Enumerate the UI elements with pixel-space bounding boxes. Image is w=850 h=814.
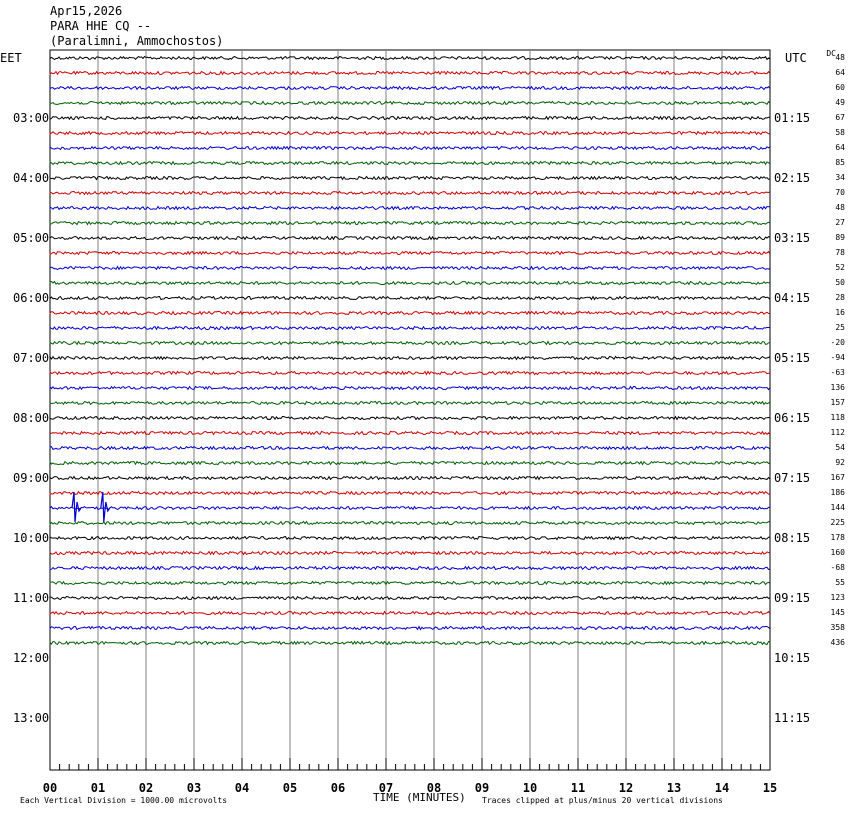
seismic-trace	[50, 492, 770, 495]
dc-offset-value: -94	[830, 353, 845, 362]
seismic-trace	[50, 387, 770, 390]
dc-offset-value: 225	[830, 518, 845, 527]
right-hour-label: 02:15	[774, 171, 811, 185]
dc-offset-value: 89	[835, 233, 845, 242]
dc-offset-value: 70	[835, 188, 845, 197]
dc-offset-value: 145	[830, 608, 845, 617]
seismic-trace	[50, 507, 770, 510]
event-spike	[101, 492, 110, 522]
dc-offset-value: 60	[835, 83, 845, 92]
seismic-trace	[50, 132, 770, 135]
seismic-trace	[50, 402, 770, 405]
seismic-trace	[50, 642, 770, 645]
seismic-trace	[50, 87, 770, 90]
right-hour-label: 11:15	[774, 711, 811, 725]
dc-offset-value: 85	[835, 158, 845, 167]
dc-offset-value: 55	[835, 578, 845, 587]
dc-offset-value: 58	[835, 128, 845, 137]
seismic-trace	[50, 147, 770, 150]
seismic-trace	[50, 192, 770, 195]
station-location: (Paralimni, Ammochostos)	[50, 34, 224, 48]
dc-offset-value: 436	[830, 638, 845, 647]
dc-offset-value: -20	[830, 338, 845, 347]
x-tick-label: 05	[282, 781, 298, 795]
x-tick-label: 14	[714, 781, 730, 795]
seismic-trace	[50, 597, 770, 600]
seismic-trace	[50, 612, 770, 615]
x-tick-label: 13	[666, 781, 682, 795]
dc-offset-value: -68	[830, 563, 845, 572]
right-hour-label: 07:15	[774, 471, 811, 485]
x-tick-label: 07	[378, 781, 394, 795]
dc-offset-value: 64	[835, 68, 845, 77]
seismic-trace	[50, 252, 770, 255]
seismic-trace	[50, 297, 770, 300]
seismic-trace	[50, 447, 770, 450]
dc-offset-value: 112	[830, 428, 845, 437]
right-hour-label: 03:15	[774, 231, 811, 245]
dc-offset-value: 358	[830, 623, 845, 632]
x-tick-label: 06	[330, 781, 346, 795]
seismic-trace	[50, 312, 770, 315]
left-hour-label: 04:00	[13, 171, 50, 185]
left-hour-label: 09:00	[13, 471, 50, 485]
dc-offset-value: 50	[835, 278, 845, 287]
dc-header: DC	[826, 49, 836, 58]
left-hour-label: 05:00	[13, 231, 50, 245]
left-hour-label: 03:00	[13, 111, 50, 125]
plot-frame	[50, 50, 770, 770]
x-tick-label: 09	[474, 781, 490, 795]
seismic-trace	[50, 432, 770, 435]
x-tick-label: 11	[570, 781, 586, 795]
right-hour-label: 09:15	[774, 591, 811, 605]
vertical-division-note: Each Vertical Division = 1000.00 microvolts	[20, 796, 228, 805]
seismic-trace	[50, 282, 770, 285]
x-tick-label: 02	[138, 781, 154, 795]
dc-offset-value: 67	[835, 113, 845, 122]
clip-note: Traces clipped at plus/minus 20 vertical divisions	[482, 796, 723, 805]
x-tick-label: 03	[186, 781, 202, 795]
left-hour-label: 11:00	[13, 591, 50, 605]
seismic-trace	[50, 537, 770, 540]
x-tick-label: 01	[90, 781, 106, 795]
seismic-trace	[50, 327, 770, 330]
seismic-trace	[50, 162, 770, 165]
x-tick-label: 15	[762, 781, 778, 795]
dc-offset-value: 123	[830, 593, 845, 602]
seismic-trace	[50, 372, 770, 375]
seismic-trace	[50, 417, 770, 420]
x-axis-title: TIME (MINUTES)	[373, 791, 466, 804]
dc-offset-value: 178	[830, 533, 845, 542]
left-hour-label: 08:00	[13, 411, 50, 425]
station-id: PARA HHE CQ --	[50, 19, 152, 33]
seismic-trace	[50, 222, 770, 225]
seismic-trace	[50, 267, 770, 270]
plot-date: Apr15,2026	[50, 4, 123, 18]
seismic-trace	[50, 102, 770, 105]
dc-offset-value: 64	[835, 143, 845, 152]
seismic-trace	[50, 552, 770, 555]
dc-offset-value: 34	[835, 173, 845, 182]
seismic-trace	[50, 567, 770, 570]
dc-offset-value: 186	[830, 488, 845, 497]
dc-offset-value: 92	[835, 458, 845, 467]
dc-offset-value: 49	[835, 98, 845, 107]
left-hour-label: 12:00	[13, 651, 50, 665]
seismic-trace	[50, 477, 770, 480]
x-tick-label: 04	[234, 781, 250, 795]
dc-offset-value: 167	[830, 473, 845, 482]
seismic-trace	[50, 237, 770, 240]
left-hour-label: 06:00	[13, 291, 50, 305]
dc-offset-value: 25	[835, 323, 845, 332]
seismic-trace	[50, 342, 770, 345]
event-spike	[72, 492, 81, 522]
seismic-trace	[50, 72, 770, 75]
dc-offset-value: 52	[835, 263, 845, 272]
right-hour-label: 05:15	[774, 351, 811, 365]
right-hour-label: 04:15	[774, 291, 811, 305]
dc-offset-value: 160	[830, 548, 845, 557]
left-timezone: EET	[0, 51, 22, 65]
x-tick-label: 10	[522, 781, 538, 795]
dc-offset-value: 48	[835, 53, 845, 62]
dc-offset-value: 144	[830, 503, 845, 512]
x-tick-label: 00	[42, 781, 58, 795]
dc-offset-value: 118	[830, 413, 845, 422]
dc-offset-value: 28	[835, 293, 845, 302]
dc-offset-value: 136	[830, 383, 845, 392]
right-hour-label: 06:15	[774, 411, 811, 425]
seismic-trace	[50, 627, 770, 630]
seismic-trace	[50, 117, 770, 120]
dc-offset-value: 54	[835, 443, 845, 452]
seismic-trace	[50, 357, 770, 360]
dc-offset-value: -63	[830, 368, 845, 377]
dc-offset-value: 157	[830, 398, 845, 407]
dc-offset-value: 78	[835, 248, 845, 257]
x-tick-label: 12	[618, 781, 634, 795]
x-tick-label: 08	[426, 781, 442, 795]
seismic-trace	[50, 582, 770, 585]
left-hour-label: 07:00	[13, 351, 50, 365]
dc-offset-value: 16	[835, 308, 845, 317]
right-hour-label: 08:15	[774, 531, 811, 545]
seismic-trace	[50, 462, 770, 465]
right-timezone: UTC	[785, 51, 807, 65]
right-hour-label: 01:15	[774, 111, 811, 125]
right-hour-label: 10:15	[774, 651, 811, 665]
dc-offset-value: 48	[835, 203, 845, 212]
dc-offset-value: 27	[835, 218, 845, 227]
seismic-trace	[50, 57, 770, 60]
seismic-trace	[50, 207, 770, 210]
left-hour-label: 13:00	[13, 711, 50, 725]
left-hour-label: 10:00	[13, 531, 50, 545]
seismic-trace	[50, 177, 770, 180]
seismic-trace	[50, 522, 770, 525]
